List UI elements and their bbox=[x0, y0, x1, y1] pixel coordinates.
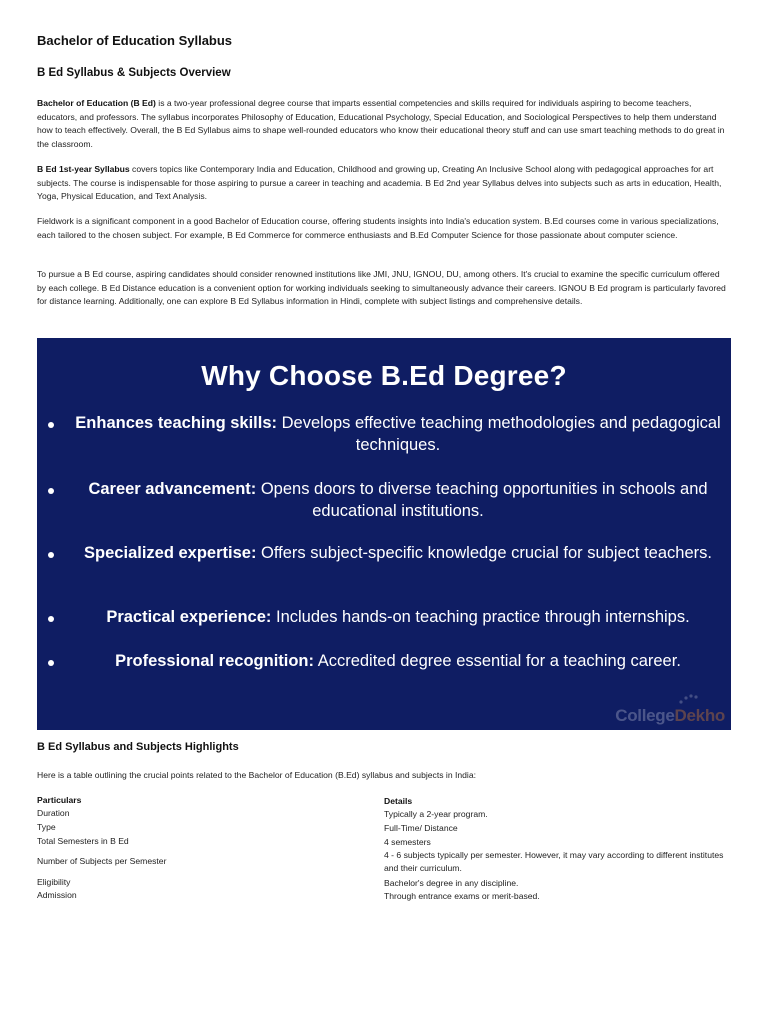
bullet-dot-icon bbox=[48, 660, 54, 666]
bullet-text bbox=[63, 478, 733, 522]
paragraph-intro-bold: Bachelor of Education (B Ed) bbox=[37, 98, 156, 108]
table-cell-particular: Total Semesters in B Ed bbox=[37, 836, 129, 846]
table-cell-particular: Duration bbox=[37, 808, 70, 818]
highlights-intro: Here is a table outlining the crucial points related to the Bachelor of Education (B.Ed) syllabus and subjects in India: bbox=[37, 770, 477, 780]
table-header-particulars: Particulars bbox=[37, 795, 82, 805]
bullet-text bbox=[63, 412, 733, 456]
bullet-dot-icon bbox=[48, 422, 54, 428]
bullet-description: Accredited degree essential for a teaching career. bbox=[314, 652, 681, 670]
table-cell-detail: 4 semesters bbox=[384, 837, 431, 847]
bullet-dot-icon bbox=[48, 488, 54, 494]
bullet-description: Opens doors to diverse teaching opportunities in schools and educational institutions. bbox=[256, 480, 708, 520]
banner-title: Why Choose B.Ed Degree? bbox=[201, 360, 567, 391]
table-cell-detail: Bachelor's degree in any discipline. bbox=[384, 878, 519, 888]
bullet-text bbox=[63, 606, 733, 628]
paragraph-first-year-bold: B Ed 1st-year Syllabus bbox=[37, 164, 130, 174]
table-cell-particular: Eligibility bbox=[37, 877, 71, 887]
paragraph-intro bbox=[37, 97, 731, 151]
table-header-details: Details bbox=[384, 796, 413, 806]
bullet-text bbox=[63, 542, 733, 564]
bullet-dot-icon bbox=[48, 616, 54, 622]
bullet-label: Professional recognition: bbox=[115, 652, 315, 670]
logo-mark-icon bbox=[677, 692, 701, 706]
bullet-description: Develops effective teaching methodologies and pedagogical techniques. bbox=[277, 414, 721, 454]
page-title: Bachelor of Education Syllabus bbox=[37, 33, 233, 48]
paragraph-institutions: To pursue a B Ed course, aspiring candidates should consider renowned institutions like JMI, JNU, IGNOU, DU, among others. It's crucial to examine the specific curriculum offered by each college. B Ed Distance education is a convenient option for working individuals seeking to simultaneously advance their careers. IGNOU B Ed program is particularly favored for distance learning. Additionally, one can explore B Ed Syllabus information in Hindi, complete with subject listings and comprehensive details. bbox=[37, 269, 726, 307]
collegedekho-logo bbox=[615, 706, 725, 726]
table-cell-particular: Number of Subjects per Semester bbox=[37, 856, 167, 866]
highlights-heading: B Ed Syllabus and Subjects Highlights bbox=[37, 741, 239, 753]
table-cell-detail: Through entrance exams or merit-based. bbox=[384, 891, 540, 901]
table-cell-particular: Admission bbox=[37, 890, 77, 900]
paragraph-first-year bbox=[37, 163, 731, 204]
logo-text-dekho: Dekho bbox=[674, 706, 725, 725]
paragraph-fieldwork: Fieldwork is a significant component in a good Bachelor of Education course, offering students insights into India's education system. B.Ed courses come in various specializations, each tailored to the chosen subject. For example, B Ed Commerce for commerce enthusiasts and B.Ed Computer Science for those passionate about computer science. bbox=[37, 216, 719, 240]
bullet-dot-icon bbox=[48, 552, 54, 558]
bullet-label: Specialized expertise: bbox=[84, 544, 257, 562]
bullet-text bbox=[63, 650, 733, 672]
bullet-label: Career advancement: bbox=[88, 480, 257, 498]
table-cell-detail: Full-Time/ Distance bbox=[384, 823, 458, 833]
table-cell-detail: Typically a 2-year program. bbox=[384, 809, 488, 819]
bullet-label: Enhances teaching skills: bbox=[75, 414, 278, 432]
table-cell-particular: Type bbox=[37, 822, 56, 832]
bullet-description: Includes hands-on teaching practice through internships. bbox=[271, 608, 690, 626]
bullet-label: Practical experience: bbox=[106, 608, 272, 626]
logo-text-college: College bbox=[615, 706, 675, 725]
why-choose-banner bbox=[37, 338, 731, 730]
overview-heading: B Ed Syllabus & Subjects Overview bbox=[37, 67, 231, 79]
table-cell-detail: 4 - 6 subjects typically per semester. However, it may vary according to different institutes and their curriculum. bbox=[384, 850, 724, 873]
paragraph-first-year-text: covers topics like Contemporary India and Education, Childhood and growing up, Creating An Inclusive School along with pedagogical approaches for art subjects. The course is indispensable for those aspiring to pursue a career in teaching and academia. B Ed 2nd year Syllabus delves into subjects such as arts in education, Health, Yoga, Physical Education, and Text Analysis. bbox=[37, 164, 722, 202]
paragraph-intro-text: is a two-year professional degree course that imparts essential competencies and skills required for individuals aspiring to become teachers, educators, and professors. The syllabus incorporates Philosophy of Education, Educational Psychology, Special Education, and Sociological Perspectives to help them understand how to teach effectively. Overall, the B Ed Syllabus aims to shape well-rounded educators who know their educational theory stuff and can use smart teaching methods to do great in the classroom. bbox=[37, 98, 725, 149]
bullet-description: Offers subject-specific knowledge crucial for subject teachers. bbox=[256, 544, 712, 562]
